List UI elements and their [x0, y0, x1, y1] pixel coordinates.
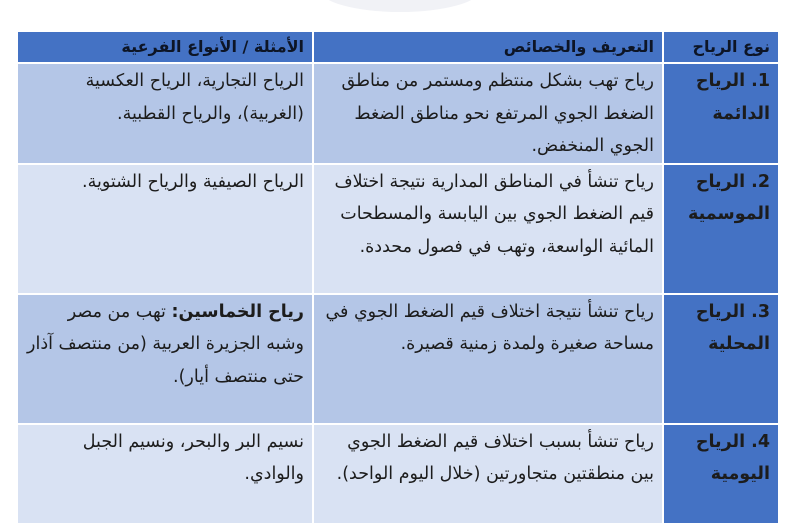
- row-examples: [17, 424, 313, 524]
- table-row: [17, 424, 779, 524]
- row-definition: رياح تنشأ بسبب اختلاف قيم الضغط الجوي بين منطقتين متجاورتين (خلال اليوم الواحد).: [313, 424, 663, 524]
- header-type: نوع الرياح: [663, 31, 779, 63]
- row-definition: رياح تنشأ في المناطق المدارية نتيجة اختلاف قيم الضغط الجوي بين اليابسة والمسطحات المائية الواسعة، وتهب في فصول محددة.: [313, 164, 663, 294]
- row-type: 4. الرياح اليومية: [663, 424, 779, 524]
- row-examples: [17, 63, 313, 164]
- row-type: 2. الرياح الموسمية: [663, 164, 779, 294]
- row-definition: رياح تنشأ نتيجة اختلاف قيم الضغط الجوي في مساحة صغيرة ولمدة زمنية قصيرة.: [313, 294, 663, 424]
- row-type: 1. الرياح الدائمة: [663, 63, 779, 164]
- row-type: 3. الرياح المحلية: [663, 294, 779, 424]
- row-examples: [17, 164, 313, 294]
- row-definition: رياح تهب بشكل منتظم ومستمر من مناطق الضغط الجوي المرتفع نحو مناطق الضغط الجوي المنخفض.: [313, 63, 663, 164]
- row-examples-text: تهب من مصر وشبه الجزيرة العربية (من منتصف آذار حتى منتصف أيار).: [27, 301, 304, 387]
- row-examples-text: نسيم البر والبحر، ونسيم الجبل والوادي.: [82, 431, 304, 484]
- table-row: [17, 164, 779, 294]
- header-examples: الأمثلة / الأنواع الفرعية: [17, 31, 313, 63]
- row-examples-text: الرياح التجارية، الرياح العكسية (الغربية)، والرياح القطبية.: [85, 71, 304, 124]
- row-examples: [17, 294, 313, 424]
- table-row: [17, 63, 779, 164]
- header-definition: التعريف والخصائص: [313, 31, 663, 63]
- row-examples-bold: رياح الخماسين:: [171, 301, 304, 322]
- table-header-row: [17, 31, 779, 63]
- table-row: [17, 294, 779, 424]
- winds-table: [16, 30, 780, 525]
- row-examples-text: الرياح الصيفية والرياح الشتوية.: [82, 171, 304, 192]
